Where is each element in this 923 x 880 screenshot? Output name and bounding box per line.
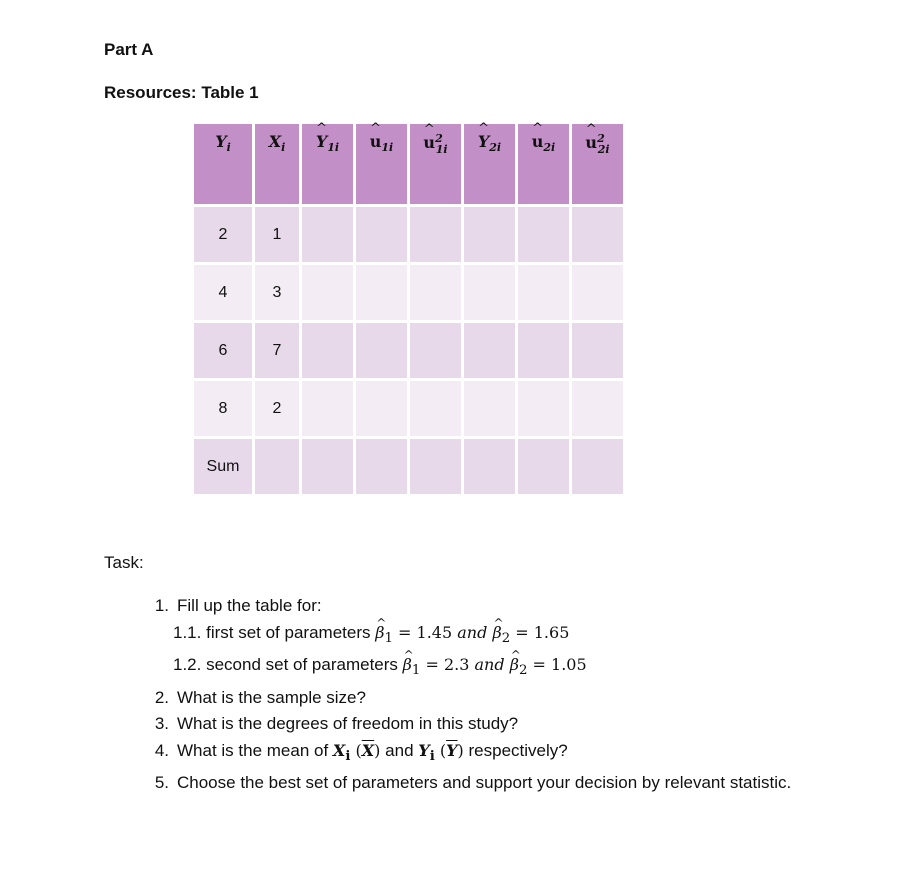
task-item-1-2 xyxy=(130,652,791,685)
col-header-uhat2: ^ $u_{2i}$ xyxy=(517,123,571,206)
subtask-number: 1.2. xyxy=(173,655,202,675)
cell-empty xyxy=(301,380,355,438)
cell-empty xyxy=(409,264,463,322)
cell-empty xyxy=(301,206,355,264)
task-item-4 xyxy=(130,738,791,770)
cell-empty xyxy=(517,380,571,438)
cell-empty xyxy=(355,322,409,380)
subtask-text: first set of parameters xyxy=(206,622,371,642)
cell-empty xyxy=(301,264,355,322)
cell-x: 1 xyxy=(254,206,301,264)
table-header-row xyxy=(193,123,625,206)
col-header-yhat2: ^ $Y_{2i}$ xyxy=(463,123,517,206)
task-text-and: and xyxy=(385,740,414,760)
table-row xyxy=(193,380,625,438)
task-number: 2. xyxy=(154,687,169,707)
cell-empty xyxy=(517,264,571,322)
cell-empty xyxy=(355,264,409,322)
cell-empty xyxy=(571,264,625,322)
cell-empty xyxy=(409,322,463,380)
task-text: Fill up the table for: xyxy=(177,596,322,615)
cell-empty xyxy=(517,206,571,264)
task-text: Choose the best set of parameters and support your decision by relevant statistic. xyxy=(177,772,792,792)
cell-empty xyxy=(409,206,463,264)
cell-empty xyxy=(409,380,463,438)
task-item-5 xyxy=(130,770,791,797)
col-header-uhat2-sq: ^ $u^2_{2i}$ xyxy=(571,123,625,206)
cell-y: 2 xyxy=(193,206,254,264)
cell-empty xyxy=(301,438,355,496)
col-header-uhat1: ^ $u_{1i}$ xyxy=(355,123,409,206)
task-item-1-1 xyxy=(130,620,791,653)
cell-empty xyxy=(571,322,625,380)
cell-x: 3 xyxy=(254,264,301,322)
table-row xyxy=(193,206,625,264)
cell-empty xyxy=(409,438,463,496)
cell-x: 2 xyxy=(254,380,301,438)
cell-empty xyxy=(301,322,355,380)
x-mean-symbol: $X_i$ $(\overline{X})$ xyxy=(332,740,381,765)
cell-empty xyxy=(355,380,409,438)
subtask-number: 1.1. xyxy=(173,622,202,642)
col-header-y: $Y_i$ xyxy=(193,123,254,206)
cell-empty xyxy=(463,264,517,322)
task-label: Task: xyxy=(104,553,144,572)
cell-empty xyxy=(254,438,301,496)
beta-formula: ^ $\beta_1 = 2.3$ and ^ $\beta_2 = 1.05$ xyxy=(403,655,587,674)
cell-empty xyxy=(463,206,517,264)
cell-empty xyxy=(571,438,625,496)
task-number: 3. xyxy=(154,714,169,734)
subtask-text: second set of parameters xyxy=(206,655,398,675)
beta-formula: ^ $\beta_1 = 1.45$ and ^ $\beta_2 = 1.65$ xyxy=(375,623,569,642)
task-number: 5. xyxy=(154,772,169,792)
cell-empty xyxy=(571,206,625,264)
cell-y: 4 xyxy=(193,264,254,322)
part-a-heading: Part A xyxy=(104,40,154,59)
cell-empty xyxy=(355,206,409,264)
cell-empty xyxy=(463,322,517,380)
task-text: What is the degrees of freedom in this study? xyxy=(177,714,519,734)
cell-x: 7 xyxy=(254,322,301,380)
col-header-uhat1-sq: ^ $u^2_{1i}$ xyxy=(409,123,463,206)
cell-sum-label: Sum xyxy=(193,438,254,496)
task-list xyxy=(130,593,791,796)
task-number: 4. xyxy=(154,740,169,760)
task-item-2 xyxy=(130,685,791,712)
col-header-x: $X_i$ xyxy=(254,123,301,206)
cell-empty xyxy=(463,438,517,496)
cell-empty xyxy=(463,380,517,438)
data-table xyxy=(191,121,626,497)
y-mean-symbol: $Y_i$ $(\overline{Y})$ xyxy=(418,740,464,765)
task-text: What is the sample size? xyxy=(177,687,366,707)
table-row xyxy=(193,264,625,322)
cell-empty xyxy=(517,322,571,380)
task-text-end: respectively? xyxy=(468,740,568,760)
task-item-3 xyxy=(130,711,791,738)
cell-empty xyxy=(517,438,571,496)
task-item-1 xyxy=(130,593,791,620)
table-row-sum xyxy=(193,438,625,496)
table-row xyxy=(193,322,625,380)
cell-empty xyxy=(355,438,409,496)
cell-y: 8 xyxy=(193,380,254,438)
cell-empty xyxy=(571,380,625,438)
task-text: What is the mean of xyxy=(177,740,329,760)
resources-heading: Resources: Table 1 xyxy=(104,83,259,102)
cell-y: 6 xyxy=(193,322,254,380)
col-header-yhat1: ^ $Y_{1i}$ xyxy=(301,123,355,206)
task-number: 1. xyxy=(154,596,169,615)
